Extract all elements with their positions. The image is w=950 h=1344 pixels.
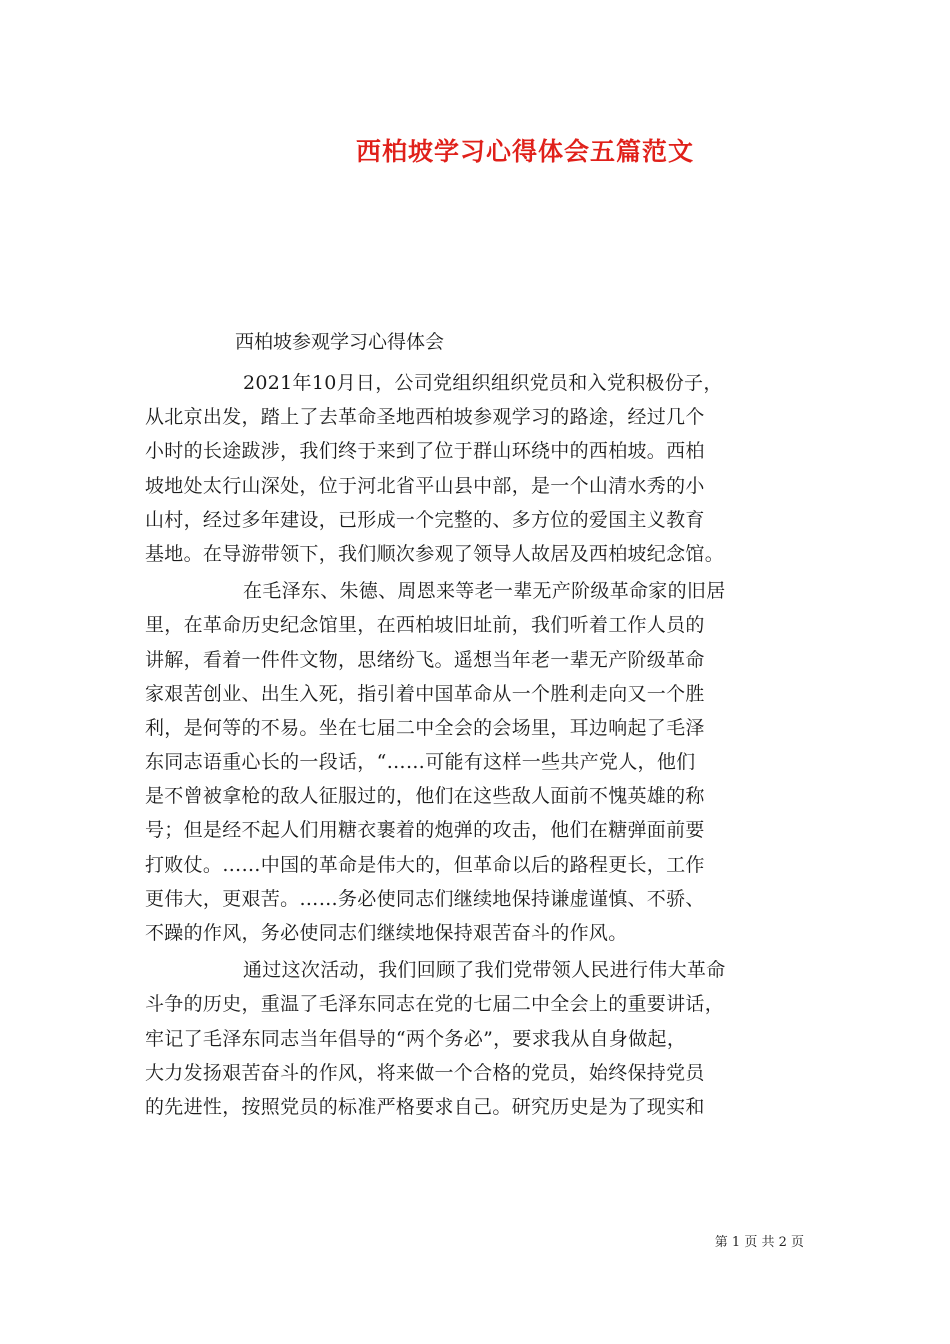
text-line: 利，是何等的不易。坐在七届二中全会的会场里，耳边响起了毛泽	[145, 716, 705, 739]
text-line: 里，在革命历史纪念馆里，在西柏坡旧址前，我们听着工作人员的	[145, 614, 705, 637]
text-line: 通过这次活动，我们回顾了我们党带领人民进行伟大革命	[243, 959, 726, 982]
text-line: 号；但是经不起人们用糖衣裹着的炮弹的攻击，他们在糖弹面前要	[145, 819, 705, 842]
text-line: 大力发扬艰苦奋斗的作风，将来做一个合格的党员，始终保持党员	[145, 1061, 705, 1084]
text-line: 讲解，看着一件件文物，思绪纷飞。遥想当年老一辈无产阶级革命	[145, 648, 705, 671]
text-line: 坡地处太行山深处，位于河北省平山县中部，是一个山清水秀的小	[145, 474, 705, 497]
text-line: 牢记了毛泽东同志当年倡导的“两个务必”，要求我从自身做起，	[145, 1027, 687, 1050]
text-line: 基地。在导游带领下，我们顺次参观了领导人故居及西柏坡纪念馆。	[145, 542, 725, 565]
document-title: 西柏坡学习心得体会五篇范文	[355, 137, 694, 166]
text-line: 在毛泽东、朱德、周恩来等老一辈无产阶级革命家的旧居	[243, 580, 726, 603]
text-line: 不躁的作风，务必使同志们继续地保持艰苦奋斗的作风。	[145, 922, 628, 944]
text-line: 东同志语重心长的一段话，“……可能有这样一些共产党人，他们	[145, 751, 696, 774]
text-line: 2021年10月日，公司党组织组织党员和入党积极份子，	[243, 372, 723, 394]
paragraph-1	[145, 366, 810, 571]
text-line: 打败仗。……中国的革命是伟大的，但革命以后的路程更长，工作	[145, 853, 705, 876]
text-line: 小时的长途跋涉，我们终于来到了位于群山环绕中的西柏坡。西柏	[145, 440, 705, 463]
text-line: 是不曾被拿枪的敌人征服过的，他们在这些敌人面前不愧英雄的称	[145, 785, 705, 808]
page-number: 第 1 页 共 2 页	[714, 1235, 804, 1250]
paragraph-2	[145, 574, 810, 950]
document-body	[145, 366, 810, 1124]
text-line: 从北京出发，踏上了去革命圣地西柏坡参观学习的路途，经过几个	[145, 406, 705, 429]
text-line: 家艰苦创业、出生入死，指引着中国革命从一个胜利走向又一个胜	[145, 682, 705, 705]
text-line: 更伟大，更艰苦。……务必使同志们继续地保持谦虚谨慎、不骄、	[145, 887, 705, 910]
text-line: 山村，经过多年建设，已形成一个完整的、多方位的爱国主义教育	[145, 508, 705, 531]
paragraph-3	[145, 953, 810, 1124]
text-line: 的先进性，按照党员的标准严格要求自己。研究历史是为了现实和	[145, 1095, 705, 1118]
section-subtitle: 西柏坡参观学习心得体会	[235, 331, 445, 353]
text-line: 斗争的历史，重温了毛泽东同志在党的七届二中全会上的重要讲话，	[145, 993, 725, 1016]
